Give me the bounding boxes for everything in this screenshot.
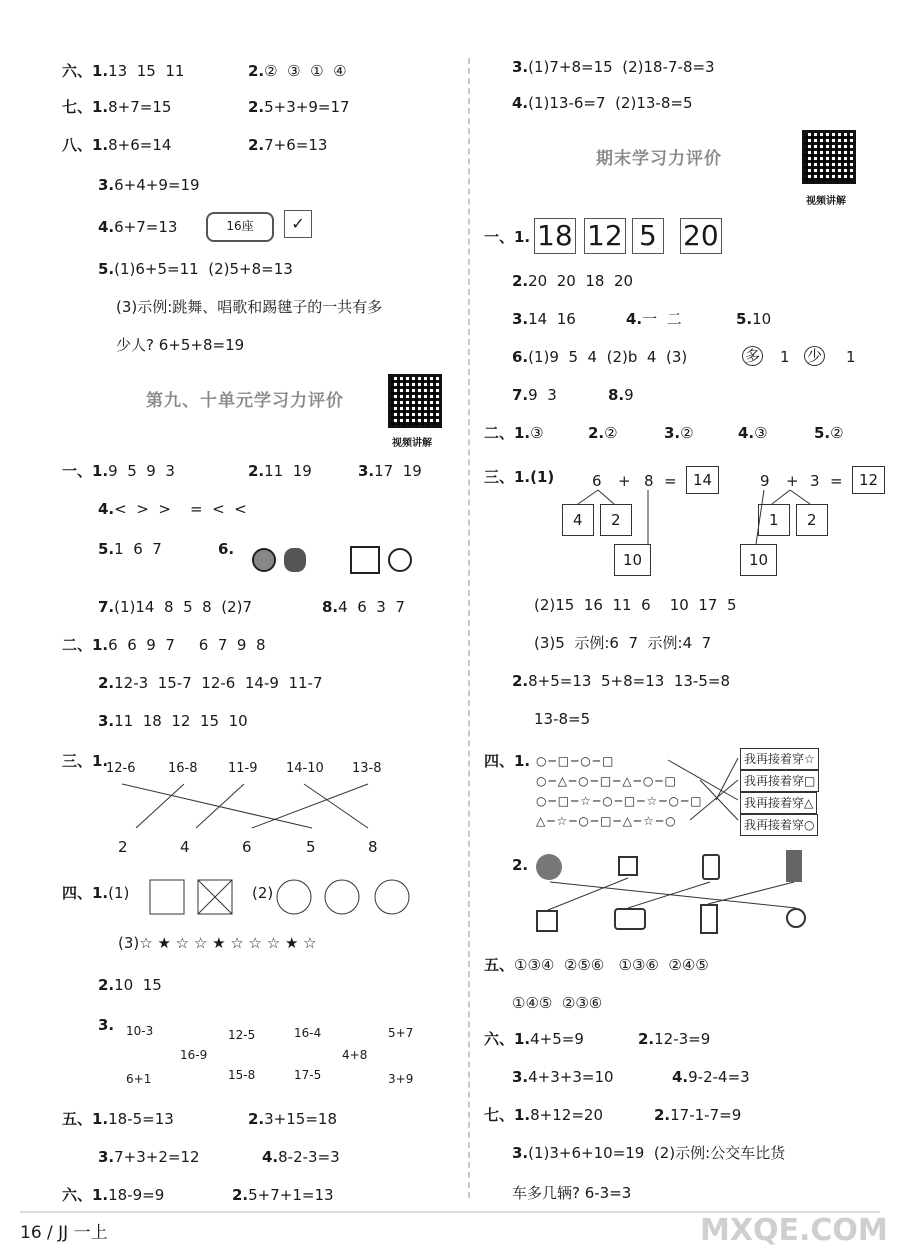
line-7-2: 2.5+3+9=17 [248,98,350,116]
lantern-3: 11-9 [228,761,258,776]
line-8-2: 2.7+6=13 [248,136,328,154]
r-3: 3.(1)7+8=15 (2)18-7-8=3 [512,58,715,76]
line-6-2: 2.② ③ ① ④ [248,62,347,80]
tracing-5: 5 [632,218,664,254]
n-7-3b: 车多几辆? 6-3=3 [512,1184,632,1202]
m-6-1: 六、1.18-9=9 [62,1186,165,1204]
m-1-3: 3.17 19 [358,462,422,480]
split2-box1: 1 [758,504,790,536]
seq-answer-1: 我再接着穿☆ [740,748,819,770]
n-5-2: ①④⑤ ②③⑥ [512,994,603,1012]
qr-label-right: 视频讲解 [806,196,846,207]
card-6: 16-4 [294,1026,322,1040]
n-2-3: 3.② [664,424,694,442]
split1-op: + [618,472,631,490]
flower-4: 5 [306,838,316,856]
seq-row-3: ○─□─☆─○─□─☆─○─□ [536,794,704,808]
n-4-2: 2. [512,856,529,874]
lantern-5: 13-8 [352,761,382,776]
n-3-3: (3)5 示例:6 7 示例:4 7 [534,634,712,652]
n-2-2: 2.② [588,424,618,442]
line-8-1: 八、1.8+6=14 [62,136,172,154]
n-2: 2.20 20 18 20 [512,272,634,290]
split1-eq: = [664,472,677,490]
card-8: 4+8 [342,1048,368,1062]
n-8: 8.9 [608,386,634,404]
n-2-5: 5.② [814,424,844,442]
card-9: 5+7 [388,1026,414,1040]
seq-row-4: △─☆─○─□─△─☆─○ [536,814,678,828]
split1-box3: 10 [614,544,651,576]
m-1-6: 6. [218,540,235,558]
m-5-4: 4.8-2-3=3 [262,1148,340,1166]
split1-b: 8 [644,472,654,490]
m-5-1: 五、1.18-5=13 [62,1110,174,1128]
line-8-5-3: (3)示例:跳舞、唱歌和踢毽子的一共有多 [116,298,383,316]
seq-answer-3: 我再接着穿△ [740,792,817,814]
qr-label-left: 视频讲解 [392,438,432,449]
m-1-7: 7.(1)14 8 5 8 (2)7 [98,598,253,616]
split1-box2: 2 [600,504,632,536]
split1-a: 6 [592,472,602,490]
line-8-5-3b: 少人? 6+5+8=19 [116,336,245,354]
n-4-1: 四、1. [484,752,531,770]
line-8-4: 4.6+7=13 [98,218,178,236]
n-6-c: 1 [846,348,856,366]
m-4-3: (3)☆ ★ ☆ ☆ ★ ☆ ☆ ☆ ★ ☆ [118,934,317,952]
circled-shao: 少 [804,346,825,366]
n-7: 7.9 3 [512,386,557,404]
check-box: ✓ [284,210,312,238]
flower-2: 4 [180,838,190,856]
m-5-2: 2.3+15=18 [248,1110,337,1128]
m-2-2: 2.12-3 15-7 12-6 14-9 11-7 [98,674,323,692]
n-2-1: 二、1.③ [484,424,544,442]
tracing-18: 18 [534,218,576,254]
split1-result: 14 [686,466,719,494]
flower-3: 6 [242,838,252,856]
page-footer: 16 / JJ 一上 [20,1223,108,1243]
m-4-2: (2) [252,884,274,902]
watermark: MXQE.COM [700,1213,888,1248]
seq-answer-2: 我再接着穿□ [740,770,819,792]
n-6-4: 4.9-2-4=3 [672,1068,750,1086]
lantern-2: 16-8 [168,761,198,776]
split2-op: + [786,472,799,490]
seq-answer-4: 我再接着穿○ [740,814,818,836]
m-4-5: 3. [98,1016,115,1034]
n-5: 5.10 [736,310,772,328]
card-4: 12-5 [228,1028,256,1042]
n-4: 4.一 二 [626,310,682,328]
card-1: 10-3 [126,1024,154,1038]
card-10: 3+9 [388,1072,414,1086]
m-4-1: 四、1.(1) [62,884,130,902]
flower-1: 2 [118,838,128,856]
m-2-3: 3.11 18 12 15 10 [98,712,248,730]
lantern-1: 12-6 [106,761,136,776]
line-6-1: 六、1.13 15 11 [62,62,185,80]
m-4-4: 2.10 15 [98,976,162,994]
n-6-b: 1 [780,348,790,366]
m-1-2: 2.11 19 [248,462,312,480]
n-1-label: 一、1. [484,228,531,246]
split2-eq: = [830,472,843,490]
flower-5: 8 [368,838,378,856]
n-2-4: 4.③ [738,424,768,442]
split2-result: 12 [852,466,885,494]
n-5-1: 五、①③④ ②⑤⑥ ①③⑥ ②④⑤ [484,956,709,974]
m-2-1: 二、1.6 6 9 7 6 7 9 8 [62,636,266,654]
tracing-12: 12 [584,218,626,254]
line-8-5: 5.(1)6+5=11 (2)5+8=13 [98,260,293,278]
n-3-1: 三、1.(1) [484,468,555,486]
n-6-1: 六、1.4+5=9 [484,1030,584,1048]
section-title-final: 期末学习力评价 [596,149,722,169]
section-title-9-10: 第九、十单元学习力评价 [146,391,344,411]
n-3-2: (2)15 16 11 6 10 17 5 [534,596,737,614]
split2-b: 3 [810,472,820,490]
card-7: 17-5 [294,1068,322,1082]
seq-row-1: ○─□─○─□ [536,754,616,768]
card-2: 16-9 [180,1048,208,1062]
n-7-2: 2.17-1-7=9 [654,1106,742,1124]
split2-box2: 2 [796,504,828,536]
split2-a: 9 [760,472,770,490]
tracing-20: 20 [680,218,722,254]
m-1-5: 5.1 6 7 [98,540,162,558]
line-7-1: 七、1.8+7=15 [62,98,172,116]
n-3: 3.14 16 [512,310,576,328]
m-1-8: 8.4 6 3 7 [322,598,405,616]
n-6: 6.(1)9 5 4 (2)b 4 (3) [512,348,688,366]
bus-image: 16座 [206,212,274,242]
n-3-4: 2.8+5=13 5+8=13 13-5=8 [512,672,730,690]
seq-row-2: ○─△─○─□─△─○─□ [536,774,678,788]
m-3-1: 三、1. [62,752,109,770]
n-6-3: 3.4+3+3=10 [512,1068,614,1086]
card-3: 6+1 [126,1072,152,1086]
m-5-3: 3.7+3+2=12 [98,1148,200,1166]
split2-box3: 10 [740,544,777,576]
m-1-4: 4.< > > = < < [98,500,247,518]
n-7-3: 3.(1)3+6+10=19 (2)示例:公交车比货 [512,1144,786,1162]
m-6-2: 2.5+7+1=13 [232,1186,334,1204]
n-3-5: 13-8=5 [534,710,591,728]
circled-duo: 多 [742,346,763,366]
m-1-1: 一、1.9 5 9 3 [62,462,175,480]
card-5: 15-8 [228,1068,256,1082]
r-4: 4.(1)13-6=7 (2)13-8=5 [512,94,693,112]
lantern-4: 14-10 [286,761,324,776]
line-8-3: 3.6+4+9=19 [98,176,200,194]
n-6-2: 2.12-3=9 [638,1030,711,1048]
split1-box1: 4 [562,504,594,536]
n-7-1: 七、1.8+12=20 [484,1106,603,1124]
